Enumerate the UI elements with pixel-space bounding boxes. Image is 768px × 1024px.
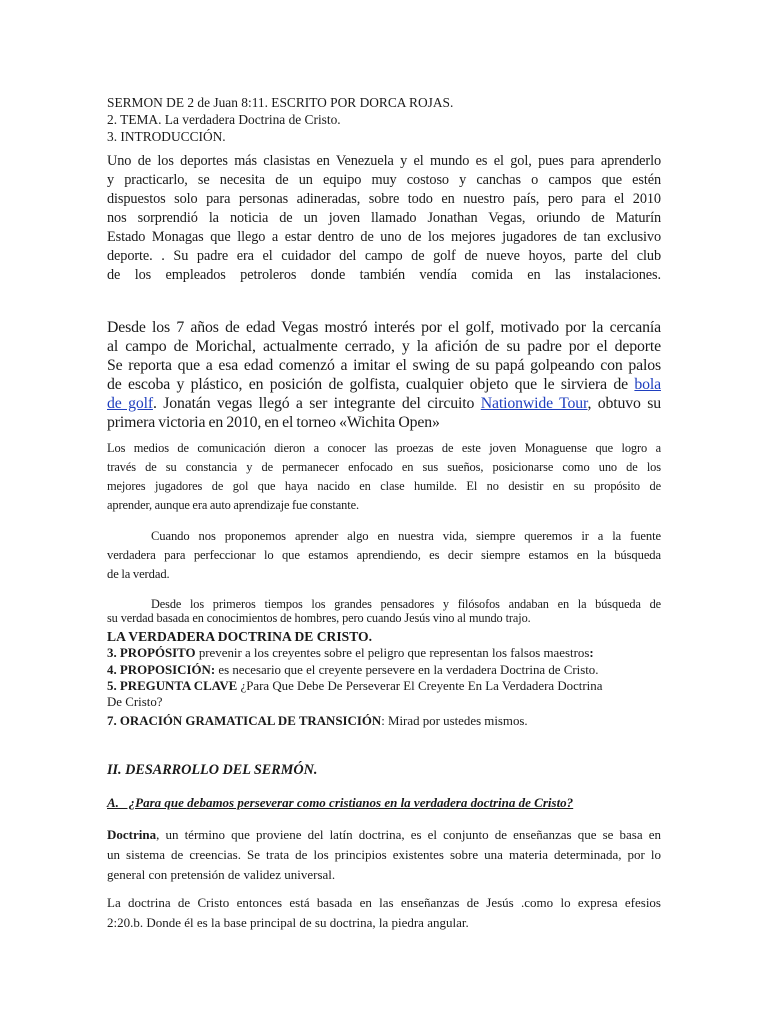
transition-text: : Mirad por ustedes mismos. (381, 714, 528, 729)
paragraph-line: La doctrina de Cristo entonces está basada en las enseñanzas de Jesús .como lo expresa efesios (107, 895, 661, 910)
outline-proposition (107, 662, 661, 678)
nationwide-tour-link[interactable]: Nationwide Tour (480, 395, 588, 412)
paragraph-line: primera victoria en 2010, en el torneo «Wichita Open» (107, 414, 440, 431)
paragraph-line: aprender, aunque era auto aprendizaje fue constante. (107, 498, 359, 512)
paragraph-thinkers (107, 597, 661, 625)
paragraph-line (107, 375, 661, 394)
paragraph-line: un sistema de creencias. Se trata de los principios existentes sobre una materia determinada, por lo (107, 847, 661, 862)
key-question-text: ¿Para Que Debe De Perseverar El Creyente En La Verdadera Doctrina (237, 678, 603, 693)
paragraph-text: . Jonatán vegas llegó a ser integrante del circuito (152, 395, 481, 412)
sermon-outline (107, 629, 661, 730)
paragraph-line (107, 527, 661, 546)
paragraph-media (107, 439, 661, 515)
paragraph-line: mejores jugadores de gol que haya nacido en clase humilde. El no desistir en su propósito de (107, 479, 661, 493)
paragraph-line: Los medios de comunicación dieron a conocer las proezas de este joven Monaguense que logro a (107, 441, 661, 455)
paragraph-vegas-childhood (107, 318, 661, 432)
paragraph-text: Cuando nos proponemos aprender algo en nuestra vida, siempre queremos ir a la fuente (151, 529, 661, 543)
paragraph-line: Estado Monagas que llego a estar dentro de uno de los mejores jugadores de tan exclusivo (107, 229, 661, 245)
paragraph-line: de los empleados petroleros donde también vendía comida en las instalaciones. (107, 267, 661, 283)
paragraph-line: Desde los 7 años de edad Vegas mostró interés por el golf, motivado por la cercanía (107, 319, 661, 336)
purpose-colon: : (589, 646, 594, 661)
outline-transition (107, 713, 661, 729)
proposition-label: 4. PROPOSICIÓN: (107, 662, 216, 677)
paragraph-doctrine-of-christ (107, 893, 661, 933)
paragraph-line: de la verdad. (107, 567, 170, 581)
outline-title: LA VERDADERA DOCTRINA DE CRISTO. (107, 629, 373, 644)
key-question-label: 5. PREGUNTA CLAVE (107, 678, 238, 693)
paragraph-line: dispuestos solo para personas adineradas, sobre todo en nuestro país, pero para el 2010 (107, 191, 661, 207)
introduction-heading: 3. INTRODUCCIÓN. (107, 129, 226, 144)
sermon-title-line: SERMON DE 2 de Juan 8:11. ESCRITO POR DORCA ROJAS. (107, 95, 454, 110)
paragraph-text: Desde los primeros tiempos los grandes pensadores y filósofos andaban en la búsqueda de (151, 597, 661, 611)
proposition-text: es necesario que el creyente persevere en la verdadera Doctrina de Cristo. (215, 662, 599, 677)
paragraph-text: , un término que proviene del latín doctrina, es el conjunto de enseñanzas que se basa en (156, 827, 661, 842)
paragraph-line: su verdad basada en conocimientos de hombres, pero cuando Jesús vino al mundo trajo. (107, 611, 531, 625)
paragraph-line: al campo de Morichal, actualmente cerrado, y la afición de su padre por el deporte (107, 338, 661, 355)
bola-de-golf-link[interactable]: de golf (107, 395, 153, 412)
paragraph-text: de escoba y plástico, en posición de golfista, cualquier objeto que le sirviera de (107, 376, 635, 393)
section-heading-development: II. DESARROLLO DEL SERMÓN. (107, 762, 318, 778)
transition-label: 7. ORACIÓN GRAMATICAL DE TRANSICIÓN (107, 714, 382, 729)
paragraph-line: y practicarlo, se necesita de un equipo muy costoso y canchas o campos que estén (107, 172, 661, 188)
paragraph-line: deporte. . Su padre era el cuidador del campo de golf de nueve hoyos, parte del club (107, 248, 661, 264)
outline-key-question (107, 678, 661, 694)
paragraph-line: 2:20.b. Donde él es la base principal de su doctrina, la piedra angular. (107, 915, 469, 930)
outline-purpose (107, 645, 661, 661)
paragraph-line: Uno de los deportes más clasistas en Venezuela y el mundo es el gol, pues para aprenderlo (107, 153, 661, 169)
paragraph-line: través de su constancia y de permanecer enfocado en sus sueños, posicionarse como uno de los (107, 460, 661, 474)
bola-de-golf-link[interactable]: bola (634, 376, 661, 393)
paragraph-line: general con pretensión de validez universal. (107, 867, 336, 882)
paragraph-line (107, 394, 661, 413)
paragraph-line: Se reporta que a esa edad comenzó a imitar el swing de su papá golpeando con palos (107, 357, 661, 374)
paragraph-doctrine-definition (107, 825, 661, 885)
sermon-theme-line: 2. TEMA. La verdadera Doctrina de Cristo. (107, 112, 341, 127)
outline-key-question-cont: De Cristo? (107, 695, 163, 710)
purpose-text: prevenir a los creyentes sobre el peligro que representan los falsos maestros (195, 646, 590, 661)
section-subheading-a: A._ ¿Para que debamos perseverar como cristianos en la verdadera doctrina de Cristo? (107, 795, 574, 810)
paragraph-text: , obtuvo su (587, 395, 662, 412)
doctrine-term: Doctrina (107, 827, 157, 842)
paragraph-line (107, 825, 661, 845)
paragraph-learning (107, 527, 661, 584)
paragraph-golf-intro (107, 152, 661, 285)
paragraph-line: nos sorprendió la noticia de un joven llamado Jonathan Vegas, oriundo de Maturín (107, 210, 661, 226)
paragraph-line: verdadera para perfeccionar lo que estamos aprendiendo, es decir siempre estamos en la búsqueda (107, 548, 661, 562)
purpose-label: 3. PROPÓSITO (107, 646, 196, 661)
paragraph-line (107, 597, 661, 611)
